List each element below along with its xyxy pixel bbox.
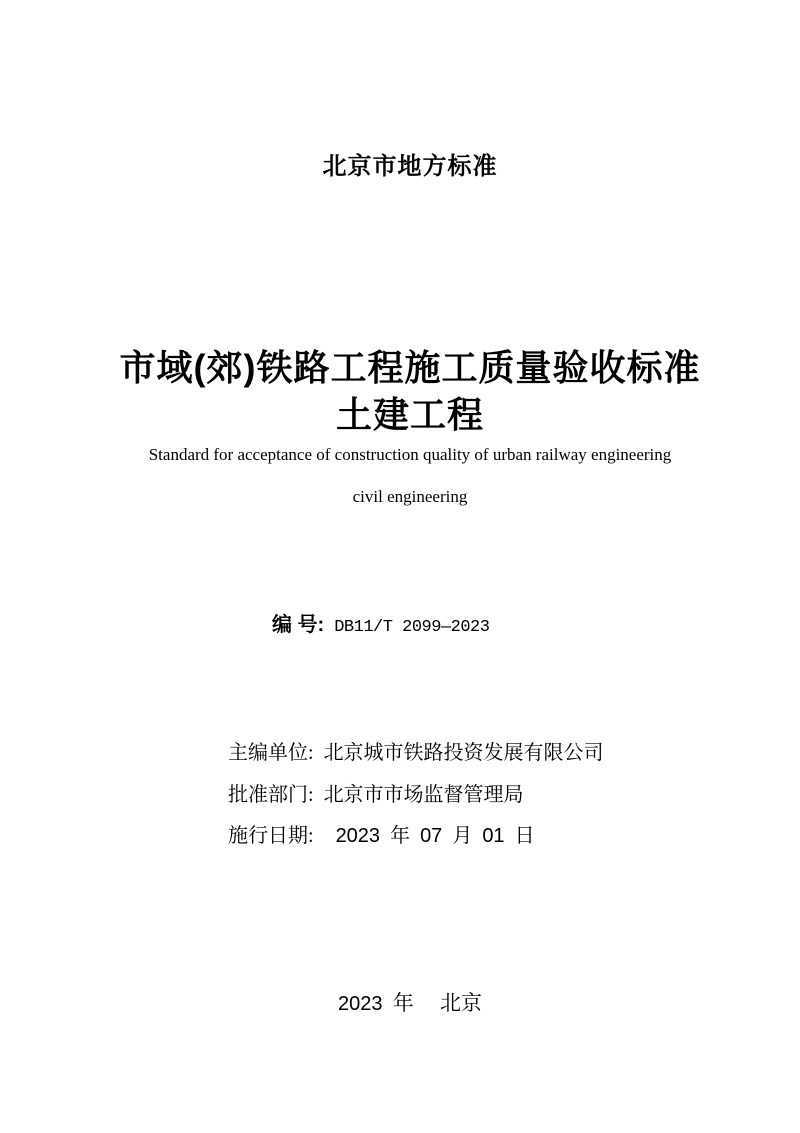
- chief-editor-label: 主编单位:: [228, 742, 314, 764]
- chief-editor-value: 北京城市铁路投资发展有限公司: [323, 742, 604, 764]
- document-title-line2: 土建工程: [335, 394, 484, 435]
- publication-year-unit: 年: [392, 991, 414, 1015]
- document-title-line1: 市域(郊)铁路工程施工质量验收标准: [119, 347, 701, 388]
- chief-editor-row: [228, 736, 604, 765]
- document-title: [10, 344, 800, 438]
- implementation-date-day-unit: 日: [514, 825, 535, 847]
- approval-department-row: [228, 778, 524, 807]
- publication-year: 2023: [338, 993, 383, 1015]
- standard-number-row: [272, 608, 489, 637]
- implementation-date-label: 施行日期:: [228, 825, 314, 847]
- english-subtitle-line2: civil engineering: [352, 487, 468, 506]
- implementation-date-month-unit: 月: [452, 825, 473, 847]
- implementation-date-month: 07: [420, 825, 443, 847]
- approval-department-label: 批准部门:: [228, 784, 314, 806]
- publication-city: 北京: [440, 991, 482, 1015]
- standard-number-label: 编 号:: [272, 614, 325, 636]
- publication-footer: [10, 987, 800, 1017]
- implementation-date-year: 2023: [335, 825, 381, 847]
- standard-category-heading: 北京市地方标准: [322, 153, 498, 180]
- english-subtitle-line1: Standard for acceptance of construction quality of urban railway engineering: [148, 445, 672, 464]
- standard-number-value: DB11/T 2099—2023: [334, 618, 490, 637]
- implementation-date-row: [228, 819, 536, 848]
- implementation-date-day: 01: [482, 825, 505, 847]
- implementation-date-year-unit: 年: [390, 825, 411, 847]
- approval-department-value: 北京市市场监督管理局: [323, 784, 524, 806]
- implementation-date-value: [324, 825, 536, 847]
